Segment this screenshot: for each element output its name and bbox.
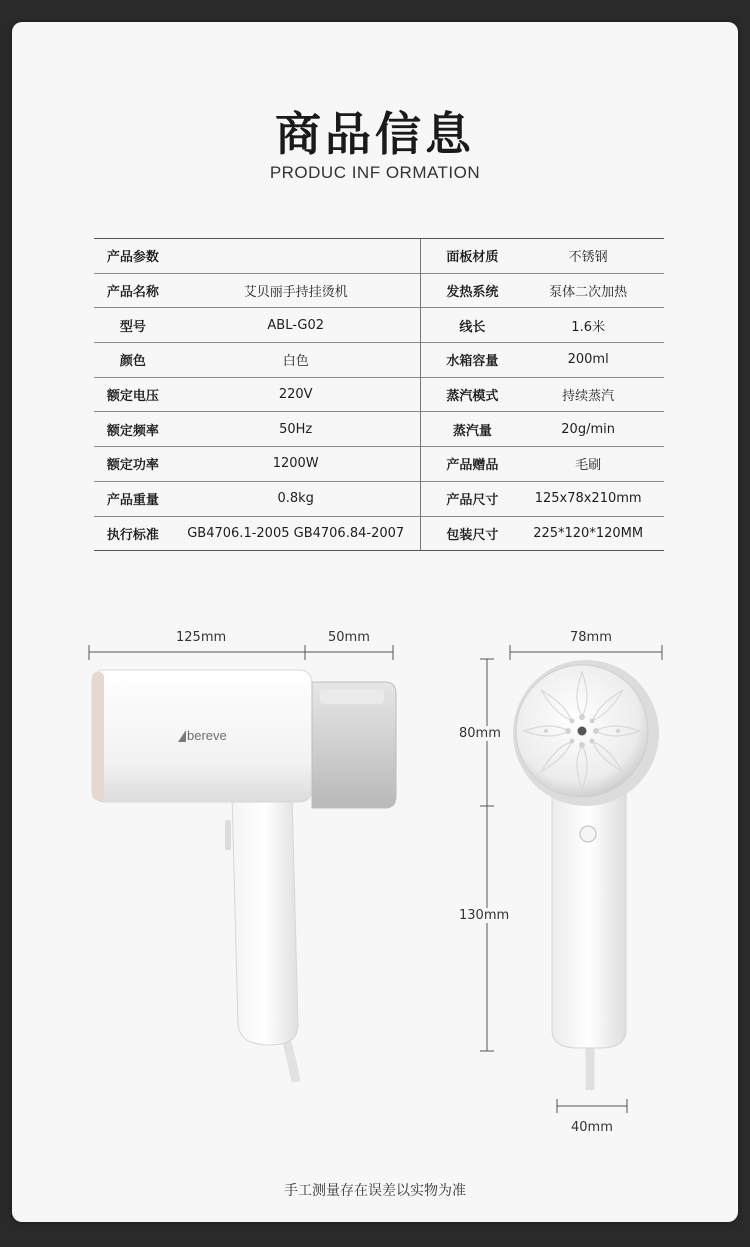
spec-label: 产品尺寸: [432, 481, 512, 516]
spec-label: 蒸汽量: [432, 412, 512, 447]
spec-value: 200ml: [512, 343, 664, 378]
spec-value: 毛刷: [512, 447, 664, 482]
spec-value: 220V: [172, 377, 420, 412]
spec-label: 蒸汽模式: [432, 377, 512, 412]
dim-head-height: 80mm: [459, 726, 501, 741]
side-view-illustration: [80, 625, 410, 1085]
spec-value: GB4706.1-2005 GB4706.84-2007: [172, 516, 420, 551]
spec-row: [94, 412, 664, 447]
spec-label: 产品参数: [94, 239, 172, 274]
spec-divider: [420, 239, 432, 274]
spec-value: 0.8kg: [172, 481, 420, 516]
spec-value: 艾贝丽手持挂烫机: [172, 273, 420, 308]
spec-row: [94, 308, 664, 343]
spec-value: 1.6米: [512, 308, 664, 343]
dim-handle-width: 40mm: [571, 1120, 613, 1135]
spec-label: 额定电压: [94, 377, 172, 412]
spec-label: 执行标准: [94, 516, 172, 551]
spec-divider: [420, 308, 432, 343]
spec-label: 颜色: [94, 343, 172, 378]
spec-value: 1200W: [172, 447, 420, 482]
spec-value: 125x78x210mm: [512, 481, 664, 516]
spec-row: [94, 377, 664, 412]
dim-head-diameter: 78mm: [570, 630, 612, 645]
spec-value: [172, 239, 420, 274]
spec-label: 额定频率: [94, 412, 172, 447]
spec-label: 产品名称: [94, 273, 172, 308]
spec-label: 产品赠品: [432, 447, 512, 482]
spec-divider: [420, 516, 432, 551]
spec-value: 225*120*120MM: [512, 516, 664, 551]
page-subtitle: PRODUC INF ORMATION: [269, 163, 481, 182]
page-title: 商品信息: [275, 107, 475, 161]
spec-divider: [420, 343, 432, 378]
spec-value: 泵体二次加热: [512, 273, 664, 308]
spec-divider: [420, 481, 432, 516]
spec-divider: [420, 412, 432, 447]
spec-row: [94, 447, 664, 482]
spec-value: ABL-G02: [172, 308, 420, 343]
front-view-illustration: [470, 640, 670, 1120]
spec-value: 不锈钢: [512, 239, 664, 274]
spec-label: 发热系统: [432, 273, 512, 308]
spec-row: [94, 343, 664, 378]
spec-label: 包装尺寸: [432, 516, 512, 551]
spec-value: 白色: [172, 343, 420, 378]
dim-body-length: 125mm: [176, 630, 227, 645]
spec-value: 50Hz: [172, 412, 420, 447]
spec-label: 线长: [432, 308, 512, 343]
spec-label: 水箱容量: [432, 343, 512, 378]
spec-label: 型号: [94, 308, 172, 343]
dim-head-length: 50mm: [328, 630, 370, 645]
spec-label: 产品重量: [94, 481, 172, 516]
spec-label: 额定功率: [94, 447, 172, 482]
brand-logo-text: bereve: [187, 728, 227, 743]
spec-value: 20g/min: [512, 412, 664, 447]
spec-table: [94, 238, 664, 551]
dim-handle-height: 130mm: [459, 908, 510, 923]
spec-row: [94, 239, 664, 274]
spec-divider: [420, 377, 432, 412]
spec-row: [94, 273, 664, 308]
spec-divider: [420, 273, 432, 308]
spec-label: 面板材质: [432, 239, 512, 274]
spec-value: 持续蒸汽: [512, 377, 664, 412]
spec-divider: [420, 447, 432, 482]
spec-row: [94, 516, 664, 551]
measurement-note: 手工测量存在误差以实物为准: [284, 1183, 466, 1199]
spec-row: [94, 481, 664, 516]
